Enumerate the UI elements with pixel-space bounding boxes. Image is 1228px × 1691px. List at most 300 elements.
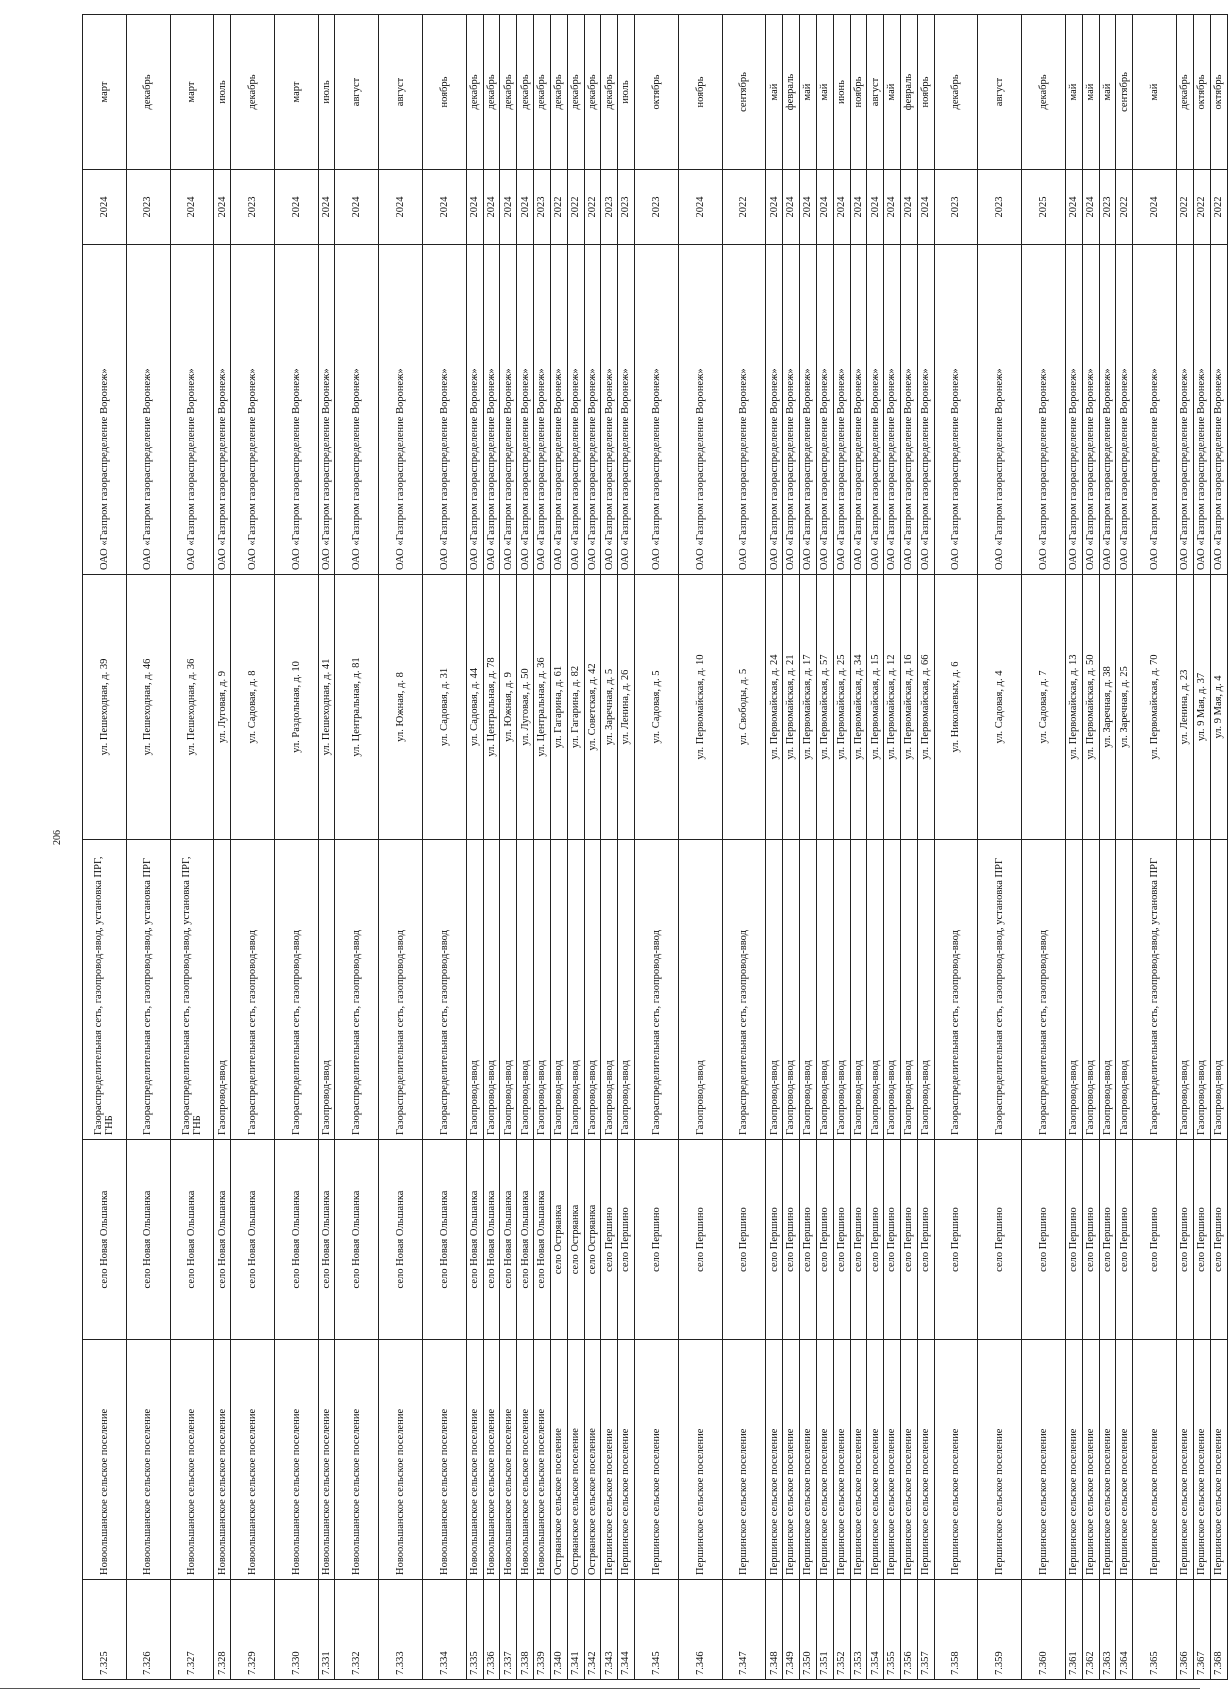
year-cell: 2024 [335,170,379,245]
locality-cell: село Новая Ольшанка [379,1140,423,1340]
object-cell: Газораспределительная сеть, газопровод-ввод [423,840,467,1140]
year-cell: 2023 [618,170,635,245]
month-cell: декабрь [1022,15,1066,170]
row-number: 7.343 [601,1580,618,1680]
table-row [1133,15,1177,1680]
municipality-cell: Новоольшанское сельское поселение [214,1340,231,1580]
month-cell: май [766,15,783,170]
organization-cell: ОАО «Газпром газораспределение Воронеж» [833,245,850,575]
month-cell: декабрь [534,15,551,170]
row-number: 7.341 [567,1580,584,1680]
table-row [534,15,551,1680]
row-number: 7.351 [816,1580,833,1680]
month-cell: июнь [833,15,850,170]
year-cell: 2024 [1082,170,1099,245]
organization-cell: ОАО «Газпром газораспределение Воронеж» [850,245,867,575]
month-cell: август [379,15,423,170]
year-cell: 2024 [466,170,483,245]
year-cell: 2023 [534,170,551,245]
year-cell: 2024 [850,170,867,245]
organization-cell: ОАО «Газпром газораспределение Воронеж» [1022,245,1066,575]
object-cell: Газораспределительная сеть, газопровод-ввод, установка ПРГ, ГНБ [170,840,214,1140]
address-cell: ул. Николаевых, д. 6 [934,575,978,840]
object-cell: Газопровод-ввод [517,840,534,1140]
table-row [379,15,423,1680]
table-row [1022,15,1066,1680]
month-cell: февраль [783,15,800,170]
row-number: 7.354 [867,1580,884,1680]
table-row [884,15,901,1680]
table-row [678,15,722,1680]
locality-cell: село Новая Ольшанка [466,1140,483,1340]
year-cell: 2024 [517,170,534,245]
municipality-cell: Першинское сельское поселение [978,1340,1022,1580]
month-cell: ноябрь [917,15,934,170]
locality-cell: село Першино [867,1140,884,1340]
locality-cell: село Першино [934,1140,978,1340]
municipality-cell: Першинское сельское поселение [917,1340,934,1580]
month-cell: май [1133,15,1177,170]
locality-cell: село Остряанка [550,1140,567,1340]
object-cell: Газораспределительная сеть, газопровод-ввод, установка ПРГ [978,840,1022,1140]
table-row [816,15,833,1680]
municipality-cell: Новоольшанское сельское поселение [517,1340,534,1580]
month-cell: декабрь [483,15,500,170]
object-cell: Газораспределительная сеть, газопровод-ввод [1022,840,1066,1140]
row-number: 7.335 [466,1580,483,1680]
address-cell: ул. Пешеходная, д. 46 [126,575,170,840]
object-cell: Газопровод-ввод [867,840,884,1140]
municipality-cell: Першинское сельское поселение [1065,1340,1082,1580]
table-row [231,15,275,1680]
month-cell: май [1099,15,1116,170]
address-cell: ул. Заречная, д. 25 [1116,575,1133,840]
address-cell: ул. Южная, д. 8 [379,575,423,840]
address-cell: ул. Первомайская, д. 16 [900,575,917,840]
locality-cell: село Першино [766,1140,783,1340]
locality-cell: село Першино [618,1140,635,1340]
object-cell: Газораспределительная сеть, газопровод-ввод [274,840,318,1140]
table-row [601,15,618,1680]
table-row [783,15,800,1680]
month-cell: август [978,15,1022,170]
locality-cell: село Новая Ольшанка [423,1140,467,1340]
year-cell: 2024 [800,170,817,245]
row-number: 7.334 [423,1580,467,1680]
table-row [170,15,214,1680]
locality-cell: село Новая Ольшанка [126,1140,170,1340]
month-cell: октябрь [1210,15,1227,170]
locality-cell: село Першино [850,1140,867,1340]
object-cell: Газопровод-ввод [833,840,850,1140]
locality-cell: село Новая Ольшанка [517,1140,534,1340]
address-cell: ул. Первомайская, д. 12 [884,575,901,840]
address-cell: ул. Первомайская, д. 25 [833,575,850,840]
object-cell: Газопровод-ввод [783,840,800,1140]
municipality-cell: Першинское сельское поселение [884,1340,901,1580]
address-cell: ул. Садовая, д. 31 [423,575,467,840]
address-cell: ул. Пешеходная, д. 36 [170,575,214,840]
organization-cell: ОАО «Газпром газораспределение Воронеж» [618,245,635,575]
object-cell: Газопровод-ввод [850,840,867,1140]
municipality-cell: Новоольшанское сельское поселение [318,1340,335,1580]
object-cell: Газопровод-ввод [550,840,567,1140]
month-cell: октябрь [1193,15,1210,170]
year-cell: 2022 [1177,170,1194,245]
row-number: 7.330 [274,1580,318,1680]
object-cell: Газопровод-ввод [884,840,901,1140]
row-number: 7.333 [379,1580,423,1680]
row-number: 7.337 [500,1580,517,1680]
page-bottom-rule [0,1688,1200,1689]
organization-cell: ОАО «Газпром газораспределение Воронеж» [483,245,500,575]
month-cell: май [884,15,901,170]
organization-cell: ОАО «Газпром газораспределение Воронеж» [126,245,170,575]
month-cell: июль [214,15,231,170]
municipality-cell: Першинское сельское поселение [722,1340,766,1580]
organization-cell: ОАО «Газпром газораспределение Воронеж» [1177,245,1194,575]
locality-cell: село Новая Ольшанка [483,1140,500,1340]
municipality-cell: Першинское сельское поселение [1210,1340,1227,1580]
locality-cell: село Першино [1116,1140,1133,1340]
address-cell: ул. Первомайская, д. 70 [1133,575,1177,840]
row-number: 7.340 [550,1580,567,1680]
row-number: 7.348 [766,1580,783,1680]
object-cell: Газопровод-ввод [1177,840,1194,1140]
row-number: 7.325 [83,1580,127,1680]
year-cell: 2025 [1022,170,1066,245]
row-number: 7.365 [1133,1580,1177,1680]
organization-cell: ОАО «Газпром газораспределение Воронеж» [635,245,679,575]
table-row [500,15,517,1680]
month-cell: май [800,15,817,170]
locality-cell: село Першино [678,1140,722,1340]
address-cell: ул. Первомайская, д. 24 [766,575,783,840]
object-cell: Газопровод-ввод [766,840,783,1140]
table-row [833,15,850,1680]
table-row [1210,15,1227,1680]
year-cell: 2022 [550,170,567,245]
locality-cell: село Першино [722,1140,766,1340]
organization-cell: ОАО «Газпром газораспределение Воронеж» [170,245,214,575]
organization-cell: ОАО «Газпром газораспределение Воронеж» [1116,245,1133,575]
municipality-cell: Першинское сельское поселение [833,1340,850,1580]
municipality-cell: Новоольшанское сельское поселение [423,1340,467,1580]
locality-cell: село Новая Ольшанка [534,1140,551,1340]
year-cell: 2023 [231,170,275,245]
locality-cell: село Першино [1022,1140,1066,1340]
locality-cell: село Новая Ольшанка [83,1140,127,1340]
row-number: 7.336 [483,1580,500,1680]
year-cell: 2024 [917,170,934,245]
organization-cell: ОАО «Газпром газораспределение Воронеж» [517,245,534,575]
month-cell: июль [318,15,335,170]
row-number: 7.328 [214,1580,231,1680]
locality-cell: село Першино [978,1140,1022,1340]
organization-cell: ОАО «Газпром газораспределение Воронеж» [335,245,379,575]
year-cell: 2024 [170,170,214,245]
municipality-cell: Новоольшанское сельское поселение [466,1340,483,1580]
locality-cell: село Новая Ольшанка [214,1140,231,1340]
organization-cell: ОАО «Газпром газораспределение Воронеж» [1193,245,1210,575]
row-number: 7.350 [800,1580,817,1680]
locality-cell: село Новая Ольшанка [335,1140,379,1340]
locality-cell: село Остряанка [567,1140,584,1340]
address-cell: ул. Садовая, д. 5 [635,575,679,840]
table-row [766,15,783,1680]
object-cell: Газопровод-ввод [1065,840,1082,1140]
locality-cell: село Першино [783,1140,800,1340]
table-row [1177,15,1194,1680]
month-cell: сентябрь [722,15,766,170]
row-number: 7.362 [1082,1580,1099,1680]
year-cell: 2024 [83,170,127,245]
month-cell: август [335,15,379,170]
year-cell: 2022 [1116,170,1133,245]
object-cell: Газопровод-ввод [900,840,917,1140]
locality-cell: село Першино [1193,1140,1210,1340]
organization-cell: ОАО «Газпром газораспределение Воронеж» [550,245,567,575]
row-number: 7.360 [1022,1580,1066,1680]
row-number: 7.363 [1099,1580,1116,1680]
object-cell: Газопровод-ввод [500,840,517,1140]
object-cell: Газораспределительная сеть, газопровод-ввод [722,840,766,1140]
organization-cell: ОАО «Газпром газораспределение Воронеж» [379,245,423,575]
month-cell: март [274,15,318,170]
month-cell: декабрь [1177,15,1194,170]
locality-cell: село Першино [1099,1140,1116,1340]
row-number: 7.366 [1177,1580,1194,1680]
organization-cell: ОАО «Газпром газораспределение Воронеж» [534,245,551,575]
organization-cell: ОАО «Газпром газораспределение Воронеж» [1065,245,1082,575]
table-row [423,15,467,1680]
month-cell: декабрь [466,15,483,170]
object-cell: Газопровод-ввод [318,840,335,1140]
object-cell: Газопровод-ввод [1193,840,1210,1140]
table-row [800,15,817,1680]
locality-cell: село Першино [833,1140,850,1340]
address-cell: ул. Первомайская, д. 15 [867,575,884,840]
municipality-cell: Першинское сельское поселение [816,1340,833,1580]
address-cell: ул. Советская, д. 42 [584,575,601,840]
month-cell: декабрь [934,15,978,170]
organization-cell: ОАО «Газпром газораспределение Воронеж» [884,245,901,575]
municipality-cell: Першинское сельское поселение [783,1340,800,1580]
municipality-cell: Новоольшанское сельское поселение [483,1340,500,1580]
locality-cell: село Першино [884,1140,901,1340]
locality-cell: село Першино [816,1140,833,1340]
object-cell: Газопровод-ввод [1099,840,1116,1140]
locality-cell: село Першино [1082,1140,1099,1340]
table-row [126,15,170,1680]
table-body [83,15,1228,1680]
table-row [1082,15,1099,1680]
object-cell: Газораспределительная сеть, газопровод-ввод [231,840,275,1140]
municipality-cell: Першинское сельское поселение [1082,1340,1099,1580]
municipality-cell: Новоольшанское сельское поселение [335,1340,379,1580]
address-cell: ул. Первомайская, д. 17 [800,575,817,840]
table-row [274,15,318,1680]
object-cell: Газопровод-ввод [618,840,635,1140]
address-cell: ул. Свободы, д. 5 [722,575,766,840]
address-cell: ул. Раздольная, д. 10 [274,575,318,840]
organization-cell: ОАО «Газпром газораспределение Воронеж» [867,245,884,575]
municipality-cell: Першинское сельское поселение [1193,1340,1210,1580]
year-cell: 2024 [783,170,800,245]
organization-cell: ОАО «Газпром газораспределение Воронеж» [917,245,934,575]
organization-cell: ОАО «Газпром газораспределение Воронеж» [900,245,917,575]
table-row [917,15,934,1680]
address-cell: ул. Садовая, д. 8 [231,575,275,840]
object-cell: Газопровод-ввод [567,840,584,1140]
object-cell: Газораспределительная сеть, газопровод-ввод, установка ПРГ [1133,840,1177,1140]
address-cell: ул. Первомайская, д. 50 [1082,575,1099,840]
month-cell: март [83,15,127,170]
year-cell: 2024 [884,170,901,245]
year-cell: 2023 [601,170,618,245]
locality-cell: село Першино [1177,1140,1194,1340]
locality-cell: село Першино [635,1140,679,1340]
municipality-cell: Новоольшанское сельское поселение [83,1340,127,1580]
row-number: 7.357 [917,1580,934,1680]
month-cell: сентябрь [1116,15,1133,170]
organization-cell: ОАО «Газпром газораспределение Воронеж» [1133,245,1177,575]
address-cell: ул. Гагарина, д. 82 [567,575,584,840]
address-cell: ул. Центральная, д. 78 [483,575,500,840]
municipality-cell: Першинское сельское поселение [601,1340,618,1580]
address-cell: ул. Заречная, д. 38 [1099,575,1116,840]
organization-cell: ОАО «Газпром газораспределение Воронеж» [214,245,231,575]
year-cell: 2024 [766,170,783,245]
month-cell: декабрь [231,15,275,170]
locality-cell: село Першино [601,1140,618,1340]
year-cell: 2024 [274,170,318,245]
municipality-cell: Новоольшанское сельское поселение [500,1340,517,1580]
locality-cell: село Новая Ольшанка [231,1140,275,1340]
row-number: 7.329 [231,1580,275,1680]
object-cell: Газопровод-ввод [601,840,618,1140]
year-cell: 2024 [833,170,850,245]
row-number: 7.364 [1116,1580,1133,1680]
year-cell: 2024 [900,170,917,245]
table-row [934,15,978,1680]
municipality-cell: Першинское сельское поселение [934,1340,978,1580]
municipality-cell: Першинское сельское поселение [850,1340,867,1580]
table-row [1099,15,1116,1680]
locality-cell: село Новая Ольшанка [170,1140,214,1340]
row-number: 7.359 [978,1580,1022,1680]
locality-cell: село Першино [900,1140,917,1340]
address-cell: ул. Первомайская, д. 13 [1065,575,1082,840]
municipality-cell: Остряанское сельское поселение [567,1340,584,1580]
address-cell: ул. Садовая, д. 44 [466,575,483,840]
locality-cell: село Остряанка [584,1140,601,1340]
month-cell: май [816,15,833,170]
organization-cell: ОАО «Газпром газораспределение Воронеж» [766,245,783,575]
organization-cell: ОАО «Газпром газораспределение Воронеж» [678,245,722,575]
organization-cell: ОАО «Газпром газораспределение Воронеж» [567,245,584,575]
municipality-cell: Остряанское сельское поселение [584,1340,601,1580]
row-number: 7.339 [534,1580,551,1680]
table-row [978,15,1022,1680]
object-cell: Газопровод-ввод [466,840,483,1140]
table-row [900,15,917,1680]
month-cell: февраль [900,15,917,170]
month-cell: март [170,15,214,170]
year-cell: 2024 [816,170,833,245]
address-cell: ул. 9 Мая, д. 37 [1193,575,1210,840]
month-cell: июль [618,15,635,170]
municipality-cell: Першинское сельское поселение [1022,1340,1066,1580]
locality-cell: село Першино [1133,1140,1177,1340]
row-number: 7.345 [635,1580,679,1680]
page-number: 206 [52,830,63,845]
row-number: 7.356 [900,1580,917,1680]
organization-cell: ОАО «Газпром газораспределение Воронеж» [274,245,318,575]
organization-cell: ОАО «Газпром газораспределение Воронеж» [83,245,127,575]
object-cell: Газораспределительная сеть, газопровод-ввод [379,840,423,1140]
row-number: 7.326 [126,1580,170,1680]
row-number: 7.347 [722,1580,766,1680]
organization-cell: ОАО «Газпром газораспределение Воронеж» [722,245,766,575]
address-cell: ул. Заречная, д. 5 [601,575,618,840]
organization-cell: ОАО «Газпром газораспределение Воронеж» [978,245,1022,575]
locality-cell: село Першино [800,1140,817,1340]
municipality-cell: Першинское сельское поселение [766,1340,783,1580]
municipality-cell: Новоольшанское сельское поселение [534,1340,551,1580]
locality-cell: село Новая Ольшанка [318,1140,335,1340]
locality-cell: село Першино [1210,1140,1227,1340]
address-cell: ул. Ленина, д. 23 [1177,575,1194,840]
month-cell: декабрь [550,15,567,170]
year-cell: 2024 [483,170,500,245]
address-cell: ул. Первомайская, д. 57 [816,575,833,840]
address-cell: ул. Садовая, д. 7 [1022,575,1066,840]
year-cell: 2024 [318,170,335,245]
month-cell: май [1065,15,1082,170]
row-number: 7.332 [335,1580,379,1680]
row-number: 7.338 [517,1580,534,1680]
municipality-cell: Першинское сельское поселение [1133,1340,1177,1580]
year-cell: 2023 [126,170,170,245]
object-cell: Газопровод-ввод [534,840,551,1140]
organization-cell: ОАО «Газпром газораспределение Воронеж» [1099,245,1116,575]
year-cell: 2024 [423,170,467,245]
table-row [335,15,379,1680]
month-cell: декабрь [584,15,601,170]
municipality-cell: Першинское сельское поселение [867,1340,884,1580]
organization-cell: ОАО «Газпром газораспределение Воронеж» [1210,245,1227,575]
organization-cell: ОАО «Газпром газораспределение Воронеж» [231,245,275,575]
organization-cell: ОАО «Газпром газораспределение Воронеж» [466,245,483,575]
object-cell: Газопровод-ввод [483,840,500,1140]
address-cell: ул. Садовая, д. 4 [978,575,1022,840]
address-cell: ул. Гагарина, д. 61 [550,575,567,840]
organization-cell: ОАО «Газпром газораспределение Воронеж» [601,245,618,575]
municipality-cell: Першинское сельское поселение [618,1340,635,1580]
month-cell: ноябрь [678,15,722,170]
year-cell: 2022 [584,170,601,245]
municipality-cell: Першинское сельское поселение [678,1340,722,1580]
object-cell: Газопровод-ввод [1082,840,1099,1140]
object-cell: Газораспределительная сеть, газопровод-ввод, установка ПРГ, ГНБ [83,840,127,1140]
object-cell: Газопровод-ввод [816,840,833,1140]
object-cell: Газопровод-ввод [917,840,934,1140]
address-cell: ул. Южная, д. 9 [500,575,517,840]
object-cell: Газораспределительная сеть, газопровод-ввод [635,840,679,1140]
municipality-cell: Першинское сельское поселение [900,1340,917,1580]
month-cell: ноябрь [423,15,467,170]
